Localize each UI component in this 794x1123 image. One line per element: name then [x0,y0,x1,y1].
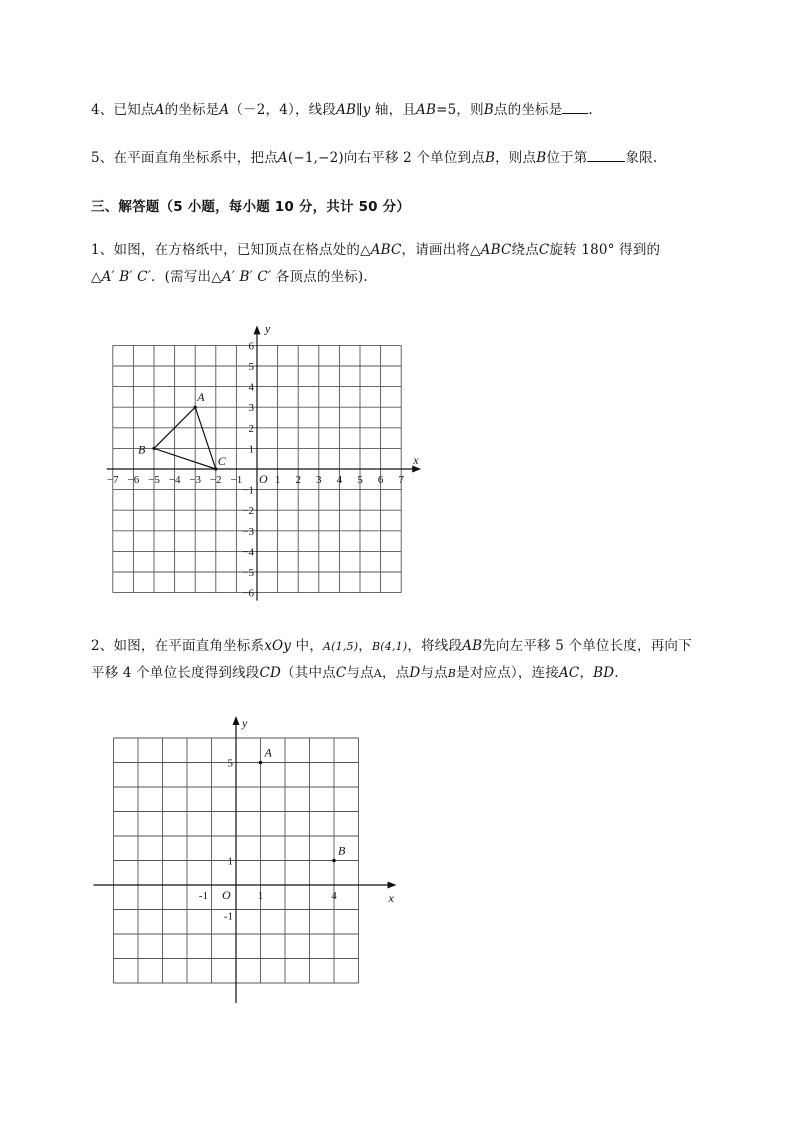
y-tick-label: 1 [248,443,254,456]
problem-2-line-1: 2、如图，在平面直角坐标系xOy 中，A(1,5)，B(4,1)，将线段AB先向左平移 5 个单位长度，再向下 [91,638,692,654]
problem-1-line-2: △A′ B′ C′．(需写出△A′ B′ C′ 各顶点的坐标). [91,269,368,285]
y-tick-label: 5 [248,361,254,373]
coordinate-grid-2 [90,706,410,1010]
y-axis-arrow [254,325,261,334]
point-a [194,406,197,409]
y-tick-label: 4 [248,381,254,394]
x-tick-label: −5 [148,474,160,486]
x-tick-label: −7 [106,474,119,486]
x-tick-label: 3 [316,474,322,486]
question-5: 5、在平面直角坐标系中，把点A(−1,−2)向右平移 2 个单位到点B，则点B位于第 象限. [91,147,657,168]
x-tick-label: −2 [209,474,222,486]
x-tick-label: 1 [257,890,264,902]
y-axis-arrow [233,716,240,725]
x-tick-label: 2 [295,474,301,486]
problem-2-line-2: 平移 4 个单位长度得到线段CD（其中点C与点A，点D与点B是对应点），连接AC，BD. [91,665,619,681]
x-axis-arrow [388,882,397,889]
x-tick-label: -1 [198,890,209,902]
x-tick-label: −1 [230,474,243,486]
y-tick-label: −5 [242,567,254,579]
x-tick-label: 5 [357,474,363,486]
point-label-b: B [338,843,346,858]
section-heading: 三、解答题（5 小题，每小题 10 分，共计 50 分） [91,199,411,215]
x-tick-label: −6 [127,474,140,486]
y-axis-label: y [242,716,248,730]
y-tick-label: −3 [242,525,254,538]
x-tick-label: 1 [274,474,281,486]
y-tick-label: −2 [242,505,254,518]
point-label-b: B [138,442,146,457]
point-label-a: A [264,745,272,760]
y-tick-label: −6 [242,587,254,600]
question-4: 4、已知点A的坐标是A（－2，4），线段AB∥y 轴，且AB=5，则B点的坐标是 . [91,99,593,120]
origin-label: O [222,888,231,902]
point-label-a: A [197,390,205,405]
problem-1-line-1: 1、如图，在方格纸中，已知顶点在格点处的△ABC，请画出将△ABC绕点C旋转 180° 得到的 [91,242,661,258]
y-tick-label: −1 [242,484,254,497]
x-axis-label: x [388,891,394,905]
x-axis-label: x [413,453,419,467]
answer-blank[interactable] [562,99,588,114]
y-tick-label: 6 [248,340,254,353]
y-tick-label: 5 [227,757,233,770]
point-a [259,761,263,765]
y-axis-label: y [265,321,271,336]
x-tick-label: 4 [331,890,337,902]
y-tick-label: -1 [223,910,233,923]
origin-label: O [259,472,268,486]
point-b [152,447,155,450]
triangle-abc [154,407,216,469]
x-tick-label: −4 [168,474,181,486]
coordinate-grid-1 [100,318,430,608]
answer-blank[interactable] [587,147,625,162]
y-tick-label: 1 [227,855,233,868]
x-tick-label: 6 [377,474,384,486]
x-tick-label: 7 [398,474,404,486]
y-tick-label: 3 [248,402,254,415]
x-tick-label: −3 [189,474,202,486]
y-tick-label: −4 [242,546,254,559]
point-label-c: C [217,454,226,468]
point-b [332,859,336,863]
x-tick-label: 4 [336,474,343,486]
y-tick-label: 2 [248,422,254,435]
